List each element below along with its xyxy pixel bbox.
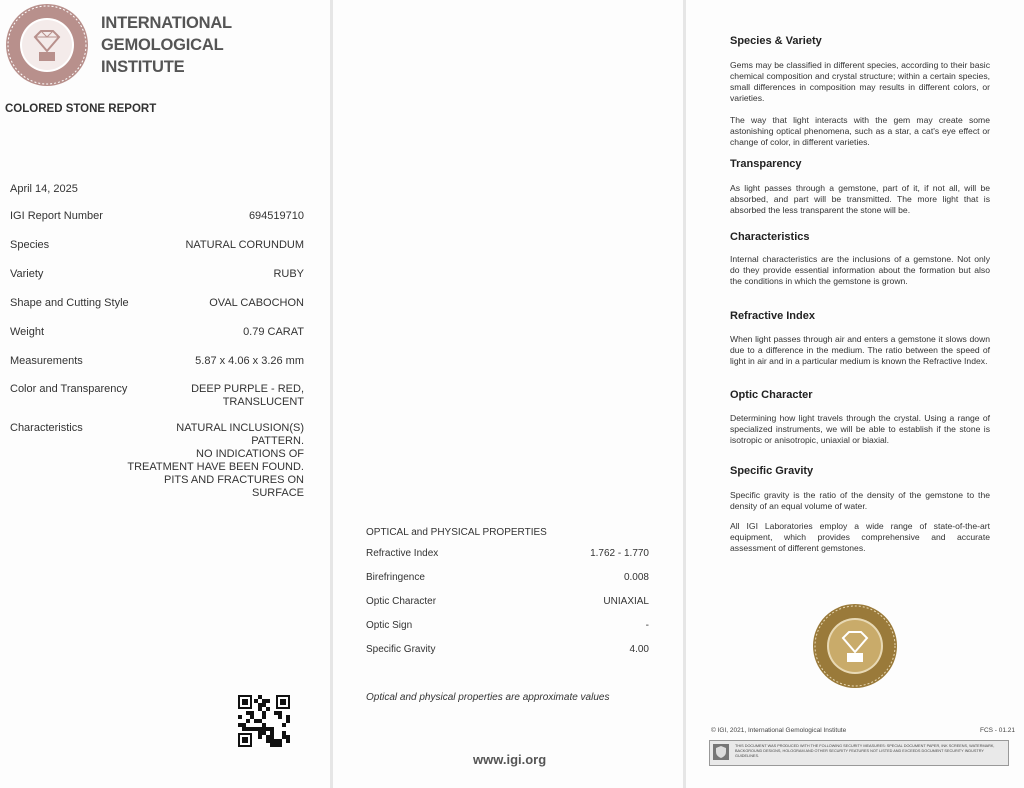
row-label: Measurements [10,355,83,367]
row-label: Weight [10,326,45,338]
igi-seal-logo [5,3,89,87]
brand-line: INSTITUTE [101,58,185,76]
properties-title: OPTICAL and PHYSICAL PROPERTIES [366,527,547,538]
section-heading: Optic Character [730,389,813,401]
property-value: 4.00 [629,644,649,655]
property-value: UNIAXIAL [603,596,649,607]
row-label: Species [10,239,50,251]
property-label: Optic Sign [366,620,413,631]
section-paragraph: Internal characteristics are the inclusions of a gemstone. Not only do they provide essential information about the formation but also the conditions in which the gemstone is grown. [730,254,990,286]
row-value-line: DEEP PURPLE - RED, [191,383,304,395]
row-label: Shape and Cutting Style [10,297,129,309]
row-value [191,383,304,409]
report-title: COLORED STONE REPORT [5,103,157,115]
section-heading: Transparency [730,158,802,170]
row-label: IGI Report Number [10,210,103,222]
row-value [249,210,304,223]
property-value: 0.008 [623,572,649,583]
shield-icon [713,744,729,760]
property-value: 1.762 - 1.770 [590,548,649,559]
row-value-line: PITS AND FRACTURES ON [164,474,304,486]
approximate-note: Optical and physical properties are approximate values [366,692,610,703]
row-value-line: 5.87 x 4.06 x 3.26 mm [195,355,304,367]
security-text: THIS DOCUMENT WAS PRODUCED WITH THE FOLLOWING SECURITY MEASURES: SPECIAL DOCUMENT PAPER, INK SCREENS, WATERMARK, BACKGROUND DESIGNS, HOLOGRAM AND OTHER SECURITY FEATURES NOT LISTED AND EXCEEDS DOCUMENT SECURITY INDUSTRY GUIDELINES. [735,744,995,758]
igi-gold-seal [812,603,898,689]
row-value-line: TREATMENT HAVE BEEN FOUND. [127,461,304,473]
brand-line: GEMOLOGICAL [101,36,224,54]
brand-name [101,12,232,78]
row-value-line: 0.79 CARAT [243,326,304,338]
section-heading: Characteristics [730,231,810,243]
row-value-line: NATURAL CORUNDUM [185,239,304,251]
brand-line: INTERNATIONAL [101,14,232,32]
row-value-line: OVAL CABOCHON [209,297,304,309]
section-heading: Specific Gravity [730,465,814,477]
row-value [185,239,304,252]
section-paragraph: Gems may be classified in different species, according to their basic chemical composition and crystal structure; within a certain species, small differences in composition may results in different colors, or varieties. [730,60,990,103]
row-value-line: RUBY [273,268,304,280]
security-notice [709,740,1009,766]
row-value [273,268,304,281]
property-label: Optic Character [366,596,437,607]
section-paragraph: The way that light interacts with the gem may create some astonishing optical phenomena, such as a star, a cat's eye effect or change of color, in different varieties. [730,115,990,147]
row-label: Variety [10,268,44,280]
section-paragraph: When light passes through air and enters a gemstone it slows down due to a difference in the medium. The ratio between the speed of light in air and in a particular medium is known the Refractive Index. [730,334,990,366]
row-label: Color and Transparency [10,383,128,395]
section-paragraph: Specific gravity is the ratio of the density of the gemstone to the density of an equal volume of water. [730,490,990,511]
report-date: April 14, 2025 [10,183,78,195]
copyright: © IGI, 2021, International Gemological Institute [711,727,847,734]
section-paragraph: All IGI Laboratories employ a wide range of state-of-the-art equipment, which provides comprehensive and accurate assessment of different gemstones. [730,521,990,553]
website-url[interactable]: www.igi.org [473,752,547,767]
qr-code[interactable] [238,695,290,747]
section-heading: Species & Variety [730,35,822,47]
section-paragraph: Determining how light travels through the crystal. Using a range of specialized instruments, we will be able to establish if the stone is isotropic or anisotropic, uniaxial or biaxial. [730,413,990,445]
row-value-line: 694519710 [248,210,304,222]
row-value [195,355,304,368]
properties-panel [333,0,683,788]
row-value-line: PATTERN. [251,435,304,447]
property-label: Specific Gravity [366,644,436,655]
row-value [127,422,304,500]
row-value-line: SURFACE [252,487,304,499]
row-value-line: NO INDICATIONS OF [196,448,304,460]
row-value-line: TRANSLUCENT [222,396,304,408]
property-label: Refractive Index [366,548,439,559]
row-label: Characteristics [10,422,83,434]
form-code: FCS - 01.21 [980,727,1016,734]
row-value [243,326,304,339]
section-heading: Refractive Index [730,310,815,322]
section-paragraph: As light passes through a gemstone, part of it, if not all, will be absorbed, and part will be transmitted. The more light that is absorbed the less transparent the stone will be. [730,183,990,215]
row-value-line: NATURAL INCLUSION(S) [176,422,304,434]
property-value: - [645,620,649,631]
property-label: Birefringence [366,572,425,583]
row-value [209,297,304,310]
